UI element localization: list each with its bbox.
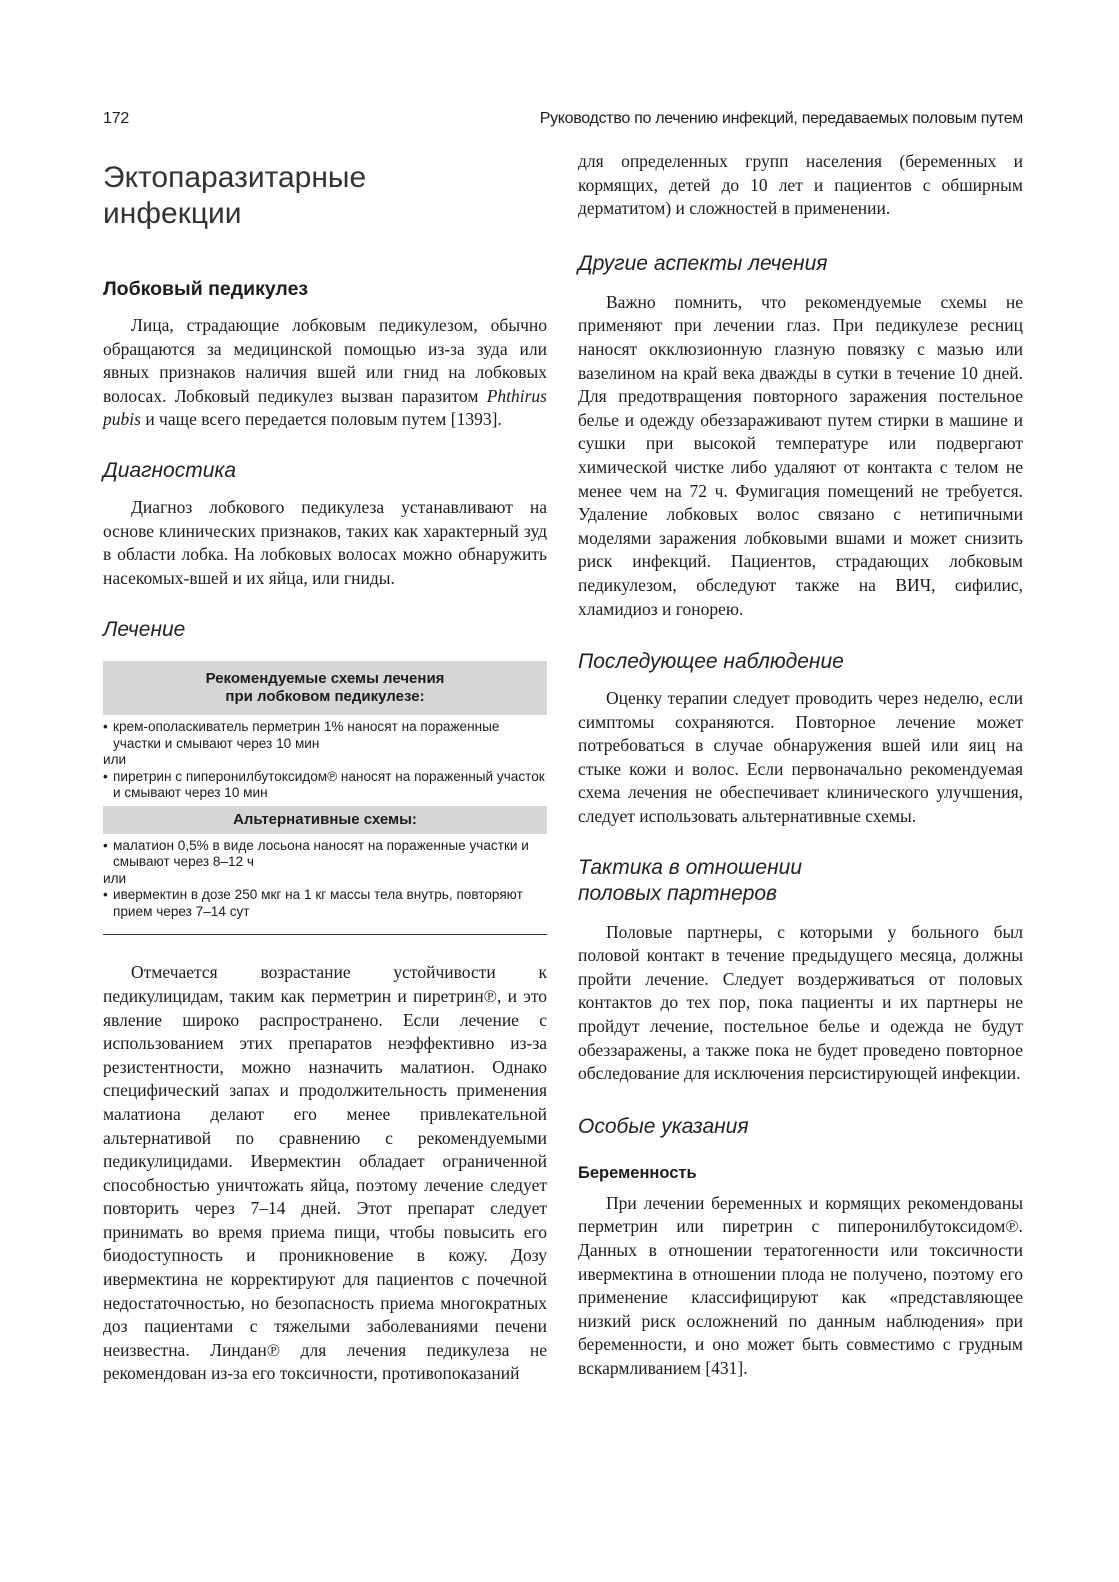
chapter-title-line2: инфекции [103, 197, 242, 230]
species-name: Phthirus pubis [103, 385, 547, 430]
treatment-title: Лечение [103, 618, 186, 642]
list-item: • ивермектин в дозе 250 мкг на 1 кг массы тела внутрь, повторяют прием через 7–14 сут [103, 887, 547, 920]
partners-paragraph: Половые партнеры, с которыми у больного был половой контакт в течение предыдущего месяца, должны пройти лечение. Следует воздерживаться от половых контактов до тех пор, пока пациенты и их партнеры не пройдут лечение, постельное белье и одежда не будут обеззаражены, а также пока не будет проведено повторное обследование для исключения персистирующей инфекции. [578, 921, 1023, 1084]
list-item: • крем-ополаскиватель перметрин 1% наносят на пораженные участки и смывают через 10 мин [103, 719, 547, 752]
recommended-box-header: Рекомендуемые схемы лечения при лобковом педикулезе: [103, 661, 547, 715]
alternative-list [103, 834, 547, 925]
pregnancy-paragraph: При лечении беременных и кормящих рекомендованы перметрин или пиретрин с пиперонилбутоксидом℗. Данных в отношении тератогенности или токсичности ивермектина в отношении плода не получено, поэтому его применение классифицируют как «представляющее низкий риск осложнений по данным наблюдения» при беременности, и оно может быть совместимо с грудным вскармливанием [431]. [578, 1192, 1023, 1378]
or-label: или [103, 870, 127, 886]
pregnancy-title: Беременность [578, 1163, 697, 1182]
list-item: • малатион 0,5% в виде лосьона наносят на пораженные участки и смывают через 8–12 ч [103, 838, 547, 871]
other-aspects-title: Другие аспекты лечения [578, 251, 828, 275]
running-title: Руководство по лечению инфекций, передаваемых половым путем [539, 110, 1023, 127]
page-number: 172 [103, 110, 130, 127]
list-item: • пиретрин с пиперонилбутоксидом℗ наносят на пораженный участок и смывают через 10 мин [103, 769, 547, 802]
or-label: или [103, 752, 127, 768]
intro-paragraph: Лица, страдающие лобковым педикулезом, обычно обращаются за медицинской помощью из-за зуда или явных признаков наличия вшей или гнид на лобковых волосах. Лобковый педикулез вызван паразитом Phthirus pubis и чаще всего передается половым путем [1393]. [103, 315, 547, 430]
alternative-box-header: Альтернативные схемы: [103, 806, 547, 834]
recommended-list [103, 715, 547, 806]
continued-paragraph: для определенных групп населения (беременных и кормящих, детей до 10 лет и пациентов с обширным дерматитом) и сложностей в применении. [578, 151, 1023, 219]
special-notes-title: Особые указания [578, 1114, 749, 1138]
diagnostics-title: Диагностика [103, 458, 237, 482]
followup-paragraph: Оценку терапии следует проводить через неделю, если симптомы сохраняются. Повторное лечение может потребоваться в случае обнаружения вшей или яиц на стыке кожи и волос. Если первоначально рекомендуемая схема лечения не обеспечивает клинического улучшения, следует использовать альтернативные схемы. [578, 688, 1023, 827]
resistance-paragraph: Отмечается возрастание устойчивости к педикулицидам, таким как перметрин и пиретрин℗, и это явление широко распространено. Если лечение с использованием этих препаратов неэффективно из-за резистентности, можно назначить малатион. Однако специфический запах и продолжительность применения малатиона делают его менее привлекательной альтернативой по сравнению с рекомендуемыми педикулицидами. Ивермектин обладает ограниченной способностью уничтожать яйца, поэтому лечение следует повторить через 7–14 дней. Этот препарат следует принимать во время приема пищи, чтобы повысить его биодоступность и проникновение в кожу. Дозу ивермектина не корректируют для пациентов с почечной недостаточностью, но безопасность приема многократных доз пациентами с тяжелыми заболеваниями печени неизвестна. Линдан℗ для лечения педикулеза не рекомендован из-за его токсичности, противопоказаний [103, 962, 547, 1384]
other-aspects-paragraph: Важно помнить, что рекомендуемые схемы не применяют при лечении глаз. При педикулезе ресниц наносят окклюзионную глазную повязку с мазью или вазелином на край века дважды в сутки в течение 10 дней. Для предотвращения повторного заражения постельное белье и одежду обеззараживают путем стирки в машине и сушки при высокой температуре или подвергают химической чистке либо удаляют от контакта с телом не менее чем на 72 ч. Фумигация помещений не требуется. Удаление лобковых волос связано с нетипичными моделями заражения лобковыми вшами и может снизить риск инфекций. Пациентов, страдающих лобковым педикулезом, обследуют также на ВИЧ, сифилис, хламидиоз и гонорею. [578, 291, 1023, 619]
treatment-box [103, 661, 547, 935]
right-column [578, 150, 1023, 1381]
followup-title: Последующее наблюдение [578, 650, 844, 674]
chapter-title-line1: Эктопаразитарные [103, 161, 367, 194]
chapter-title [103, 160, 547, 232]
left-column [103, 150, 547, 1386]
diagnostics-paragraph: Диагноз лобкового педикулеза устанавливают на основе клинических признаков, таких как характерный зуд в области лобка. На лобковых волосах можно обнаружить насекомых-вшей и их яйца, или гниды. [103, 496, 547, 588]
section-title: Лобковый педикулез [103, 278, 309, 300]
partners-title: Тактика в отношении половых партнеров [578, 855, 803, 905]
